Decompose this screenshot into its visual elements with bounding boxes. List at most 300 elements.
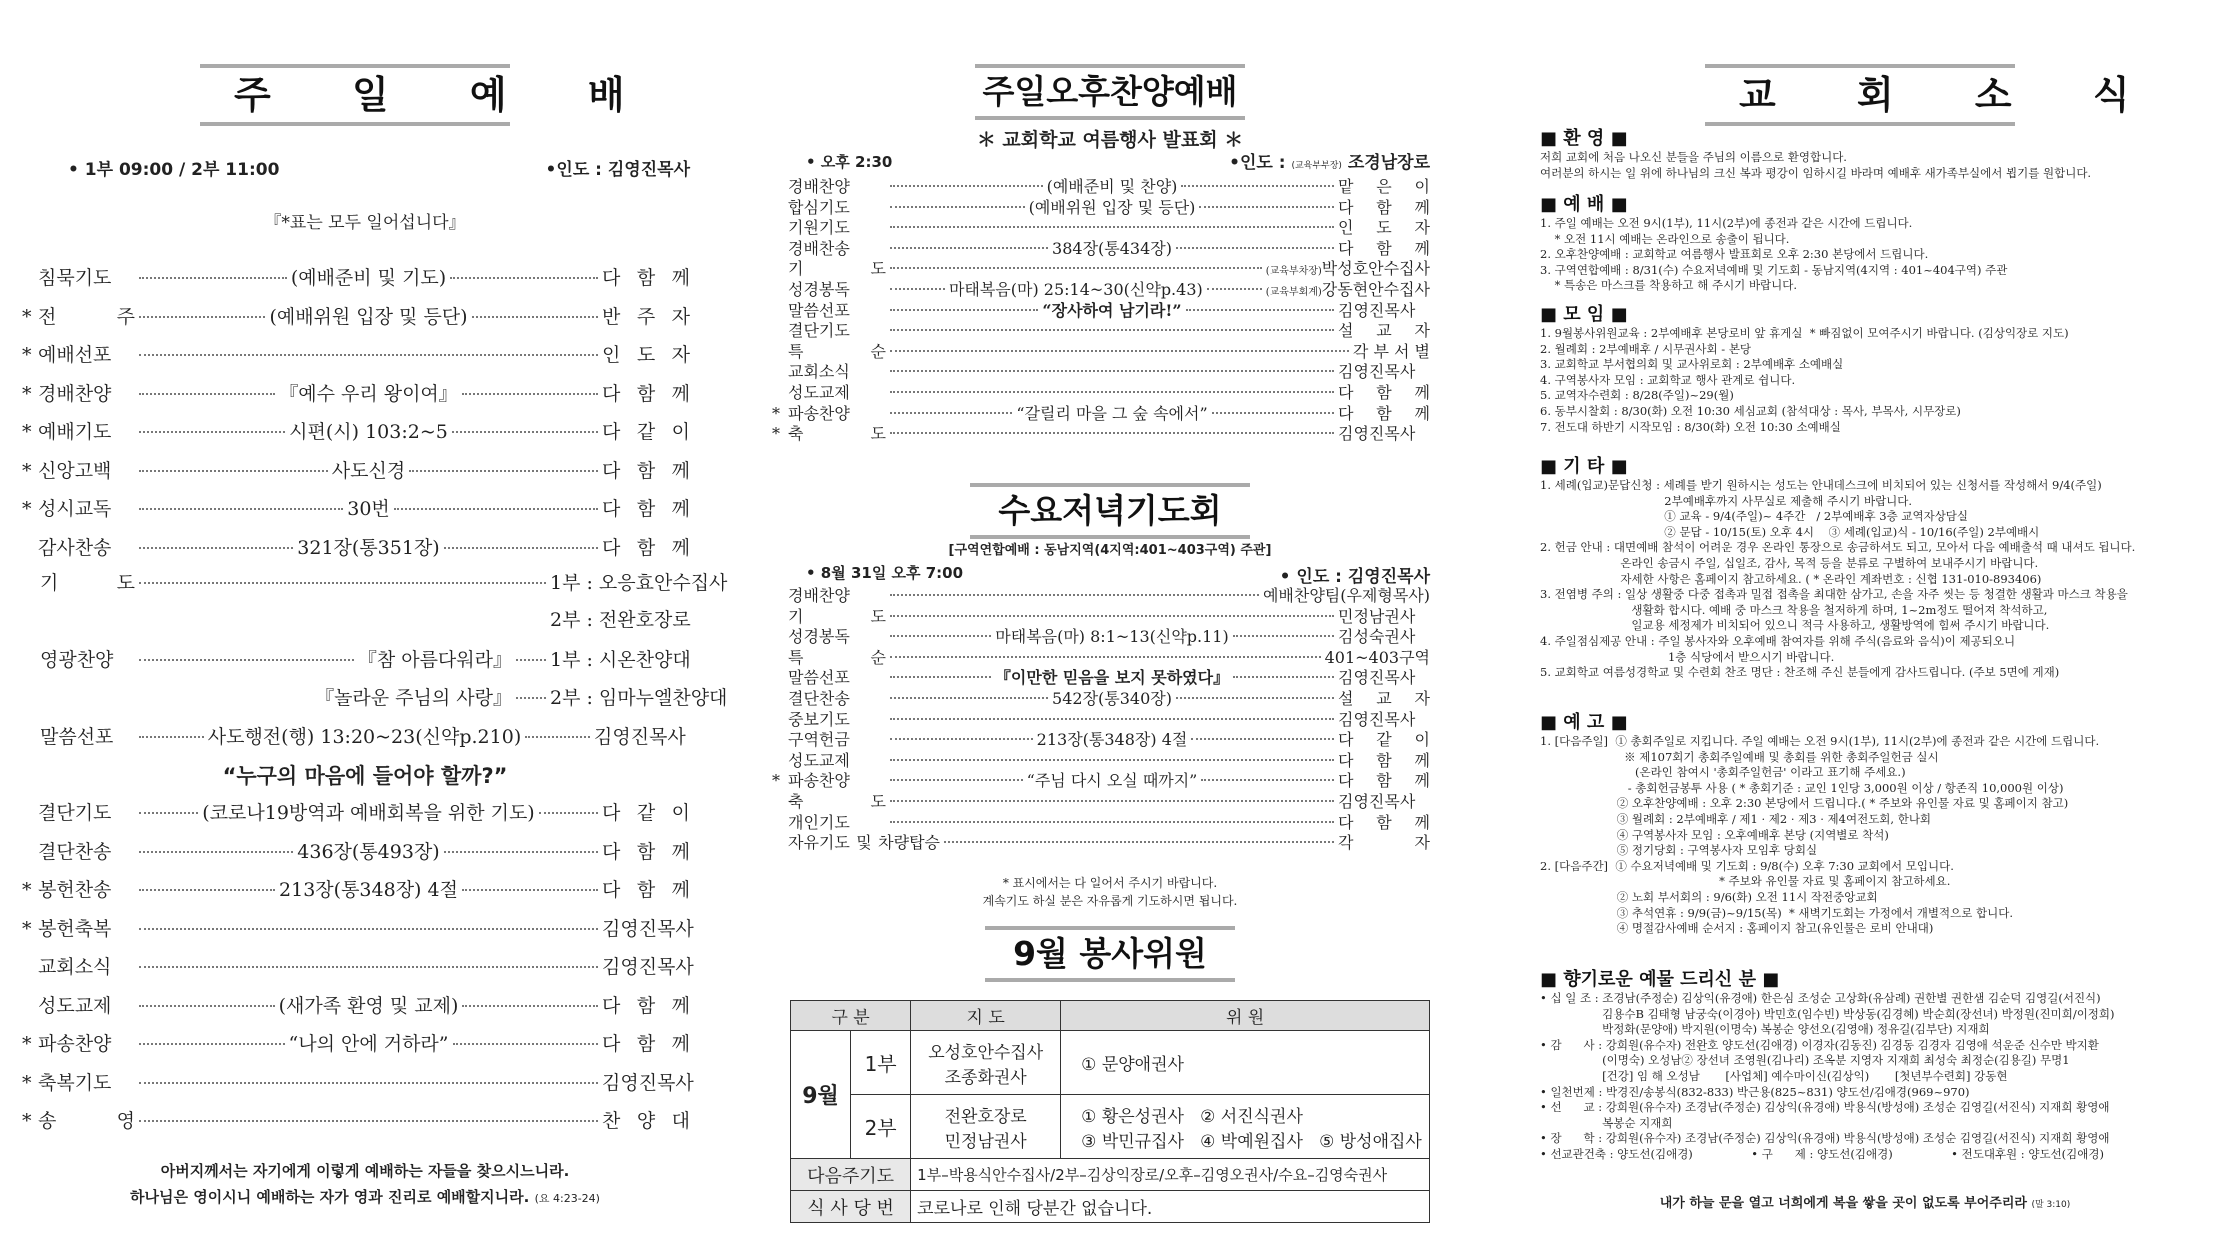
news-line: • 일천번제 : 박경진/송봉식(832-833) 박근용(825~831) 양도선/김애경(969~970) xyxy=(1540,1084,1970,1099)
order-label xyxy=(40,991,135,1018)
news-section-heading: ■ 예 고 ■ xyxy=(1540,712,1628,733)
order-label xyxy=(790,645,886,668)
news-line: 5. 교회학교 여름성경학교 및 수련회 찬조 명단 : 찬조해 주신 분들에게 감사드립니다. (주보 5면에 게재) xyxy=(1540,665,2060,680)
order-label xyxy=(790,318,886,341)
order-label-text: 자유기도 및 차량탑승 xyxy=(788,833,940,853)
news-section-body xyxy=(1540,478,2190,681)
order-row xyxy=(772,768,1431,791)
order-label xyxy=(40,798,135,825)
order-content: “주님 다시 오실 때까지” xyxy=(1026,771,1198,791)
order-row xyxy=(772,421,1430,444)
order-label-text: 경배찬송 xyxy=(788,238,850,258)
dot-leader xyxy=(890,350,1349,352)
order-person: 찬 양 대 xyxy=(602,1110,690,1132)
order-row xyxy=(790,830,1430,851)
dot-leader xyxy=(462,393,598,395)
order-label-text: 신앙고백 xyxy=(38,459,112,482)
order-label-text: 송 영 xyxy=(38,1110,135,1132)
order-person: 다 함 께 xyxy=(1338,238,1430,258)
standing-mark: * xyxy=(772,403,780,423)
sermon-label: 말씀선포 xyxy=(40,726,114,748)
guide-cell xyxy=(911,1095,1061,1159)
dot-leader xyxy=(944,841,1334,843)
order-row xyxy=(38,952,694,990)
order-row xyxy=(790,810,1430,831)
order-label xyxy=(40,533,135,560)
order-row xyxy=(790,298,1430,319)
verse-text-2: 하나님은 영이시니 예배하는 자가 영과 진리로 예배할지니라. xyxy=(130,1188,530,1206)
order-row xyxy=(40,991,690,1029)
sunday-time: • 1부 09:00 / 2부 11:00 xyxy=(68,160,280,180)
news-line: 복봉순 지재희 xyxy=(1540,1115,1673,1130)
standing-mark: * xyxy=(772,771,780,791)
order-content: 사도신경 xyxy=(331,459,406,482)
order-label xyxy=(790,830,940,853)
dot-leader xyxy=(1212,412,1334,414)
order-person: 김영진목사 xyxy=(1338,362,1416,382)
next-prayer-value: 1부–박용식안수집사/2부–김상익장로/오후–김영오권사/수요–김영숙권사 xyxy=(911,1159,1430,1191)
dot-leader xyxy=(462,1005,598,1007)
wednesday-subtitle: [구역연합예배 : 동남지역(4지역:401~403구역) 주관] xyxy=(948,543,1272,558)
order-label-text: 결단기도 xyxy=(788,321,850,341)
order-label xyxy=(22,1106,135,1133)
order-label-text: 성도교제 xyxy=(788,383,850,402)
order-label-text: 예배선포 xyxy=(38,344,112,366)
dot-leader xyxy=(139,966,598,968)
order-label xyxy=(40,263,135,290)
order-label xyxy=(790,339,886,362)
table-header: 위 원 xyxy=(1061,1001,1430,1031)
dot-leader xyxy=(450,277,598,279)
sermon-preacher: 김영진목사 xyxy=(594,726,686,748)
dot-leader xyxy=(1199,206,1334,208)
standing-mark: * xyxy=(22,1033,32,1055)
verse-ref: (요 4:23-24) xyxy=(534,1192,600,1205)
news-line: ② 오후찬양예배 : 오후 2:30 본당에서 드립니다.( * 주보와 유인물 자료 및 홈페이지 참고) xyxy=(1540,796,2069,811)
news-line: 김용수B 김태형 남궁숙(이경아) 박민호(임수빈) 박상동(김경혜) 박순희(장선녀) 박정원(진미희/이정희) xyxy=(1540,1006,2115,1021)
dot-leader xyxy=(890,779,1023,781)
order-person: 강동현안수집사 xyxy=(1321,280,1430,299)
order-row xyxy=(22,1068,694,1106)
news-line: ① 교육 - 9/4(주일)~ 4주간 / 2부예배후 3층 교역자상담실 xyxy=(1540,509,1969,524)
sermon-scripture: 사도행전(행) 13:20~23(신약p.210) xyxy=(207,726,522,748)
order-label xyxy=(772,401,886,424)
wednesday-title: 수요저녁기도회 xyxy=(970,483,1250,539)
order-label-text: 경배찬양 xyxy=(38,382,112,405)
news-line: 여러분의 하시는 일 위에 하나님의 크신 복과 평강이 임하시길 바라며 예배후 새가족부실에서 뵙기를 원합니다. xyxy=(1540,165,2092,180)
guide-name: 민정남권사 xyxy=(944,1131,1027,1152)
dot-leader xyxy=(890,759,1334,761)
dot-leader xyxy=(890,800,1334,802)
news-section-heading: ■ 예 배 ■ xyxy=(1540,194,1628,215)
dot-leader xyxy=(1233,635,1334,637)
verse-line-2 xyxy=(40,1186,690,1207)
volunteers-title: 9월 봉사위원 xyxy=(985,926,1235,982)
afternoon-leader-role: (교육부부장) xyxy=(1291,161,1342,171)
dot-leader xyxy=(539,812,598,814)
news-line: 2부예배후까지 사무실로 제출해 주시기 바랍니다. xyxy=(1540,493,1913,508)
order-person: 다 함 께 xyxy=(602,879,690,901)
afternoon-leader-name: 조경남장로 xyxy=(1347,153,1430,173)
news-line: 1. 세례(입교)문답신청 : 세례를 받기 원하시는 성도는 안내데스크에 비치되어 있는 신청서를 작성해서 9/4(주일) xyxy=(1540,478,2102,492)
order-label-text: 특 순 xyxy=(788,647,886,667)
order-content: (예배준비 및 찬양) xyxy=(1046,177,1178,196)
standing-mark: * xyxy=(772,424,780,444)
dot-leader xyxy=(890,594,1259,596)
order-content: 『이만한 믿음을 보지 못하였다』 xyxy=(994,668,1230,688)
news-line: 2. 월례회 : 2부예배후 / 시무권사회 - 본당 xyxy=(1540,341,1752,356)
order-person: 다 함 께 xyxy=(1338,403,1431,423)
order-person: 박성호안수집사 xyxy=(1321,259,1430,279)
closing-ref: (말 3:10) xyxy=(2031,1200,2071,1210)
order-label xyxy=(22,417,135,444)
order-label xyxy=(790,215,886,238)
news-line: • 선교관건축 : 양도선(김애경) • 구 제 : 양도선(김애경) • 전도대후원 : 양도선(김애경) xyxy=(1540,1146,2104,1161)
order-label xyxy=(22,494,135,521)
order-content: 『예수 우리 왕이여』 xyxy=(279,382,458,405)
order-content: 30번 xyxy=(347,498,390,520)
order-label-text: 성도교제 xyxy=(38,994,112,1017)
dot-leader xyxy=(444,547,598,549)
order-person: 다 함 께 xyxy=(1338,812,1430,832)
order-content: (코로나19방역과 예배회복을 위한 기도) xyxy=(202,802,535,824)
order-label xyxy=(790,707,886,730)
news-line: • 감 사 : 강희원(유수자) 전완호 양도선(김애경) 이경자(김동진) 김경동 김경자 김영애 석운준 신수만 박지환 xyxy=(1540,1037,2099,1052)
order-label xyxy=(40,952,135,979)
order-person: 설 교 자 xyxy=(1338,689,1430,708)
dot-leader xyxy=(472,316,598,318)
part-cell: 1부 xyxy=(851,1031,911,1095)
dot-leader xyxy=(890,391,1334,393)
standing-mark: * xyxy=(22,421,32,443)
dot-leader xyxy=(139,547,293,549)
news-line: 1. [다음주일] ① 총회주일로 지킵니다. 주일 예배는 오전 9시(1부), 11시(2부)에 종전과 같은 시간에 드립니다. xyxy=(1540,734,2100,748)
order-person: 각 부 서 별 xyxy=(1352,341,1430,361)
order-person: 김영진목사 xyxy=(1338,668,1416,688)
volunteers-table xyxy=(790,1000,1430,1223)
dot-leader xyxy=(890,412,1012,414)
guide-name: 전완호장로 xyxy=(944,1106,1027,1127)
news-line: • 장 학 : 강희원(유수자) 조경남(주정순) 김상익(유경애) 박용식(방성애) 조성순 김영길(서진식) 지재희 황영애 xyxy=(1540,1131,2110,1146)
order-label-text: 교회소식 xyxy=(788,362,850,382)
wednesday-leader: • 인도 : 김영진목사 xyxy=(1279,567,1430,587)
order-label-text: 봉헌찬송 xyxy=(38,879,112,901)
dot-leader xyxy=(890,676,991,678)
order-label-text: 결단기도 xyxy=(38,802,112,824)
order-person: 인 도 자 xyxy=(602,344,690,366)
order-content: 384장(통434장) xyxy=(1052,238,1172,258)
order-person: 다 같 이 xyxy=(1338,730,1430,750)
afternoon-title: 주일오후찬양예배 xyxy=(975,64,1245,120)
prayer-label: 기 도 xyxy=(40,572,135,594)
news-line: 일교용 세정제가 비치되어 있으니 적극 사용하고, 생활방역에 힘써 주시기 바랍니다. xyxy=(1540,618,2050,633)
church-news-column xyxy=(1540,0,2190,1240)
order-row xyxy=(790,256,1430,277)
order-row xyxy=(22,456,691,494)
order-label-text: 결단찬송 xyxy=(38,840,112,863)
order-label xyxy=(22,875,135,902)
order-label xyxy=(790,686,886,709)
dot-leader xyxy=(890,697,1048,699)
order-person: 다 같 이 xyxy=(602,802,690,824)
news-line: - 총회헌금봉투 사용 ( * 총회기준 : 교인 1인당 3,000원 이상 / 항존직 10,000원 이상) xyxy=(1540,780,2064,795)
dot-leader xyxy=(139,659,354,661)
order-person: 김성숙권사 xyxy=(1338,627,1416,647)
order-row xyxy=(790,665,1430,686)
order-content: 436장(통493장) xyxy=(297,840,440,863)
order-person: 예배찬양팀(우제형목사) xyxy=(1262,586,1430,605)
order-label-text: 전 주 xyxy=(38,305,135,328)
news-line: [건강] 임 해 오성남 [사업체] 예수마이신(김상익) [첫년부수련회] 강동현 xyxy=(1540,1068,2008,1083)
order-row xyxy=(790,277,1430,298)
dot-leader xyxy=(1201,779,1334,781)
order-label xyxy=(790,789,886,812)
news-line: 2. 오후찬양예배 : 교회학교 여름행사 발표회로 오후 2:30 본당에서 드립니다. xyxy=(1540,247,1929,262)
news-title: 교 회 소 식 xyxy=(1705,64,2015,126)
dot-leader xyxy=(525,736,590,738)
part-cell: 2부 xyxy=(851,1095,911,1159)
dot-leader xyxy=(890,288,945,290)
dot-leader xyxy=(139,470,328,472)
prayer-1: 1부 : 오응효안수집사 xyxy=(550,572,728,594)
order-content: 시편(시) 103:2~5 xyxy=(289,421,448,443)
news-line: ② 문답 - 10/15(토) 오후 4시 ③ 세례(입교)식 - 10/16(주일) 2부예배시 xyxy=(1540,524,2040,539)
order-row xyxy=(790,624,1430,645)
order-person: 각 자 xyxy=(1338,833,1430,853)
news-line: ※ 제107회기 총회주일예배 및 총회를 위한 총회주일헌금 실시 xyxy=(1540,749,1939,764)
order-row xyxy=(22,340,690,378)
order-label xyxy=(790,810,886,833)
order-label-text: 축 도 xyxy=(788,792,886,811)
order-row xyxy=(790,236,1430,257)
dot-leader xyxy=(890,185,1043,187)
order-content: “장사하여 남기라!” xyxy=(1042,300,1182,320)
month-cell: 9월 xyxy=(791,1031,851,1159)
order-person: 다 함 께 xyxy=(602,840,691,863)
news-line: 6. 동부시찰회 : 8/30(화) 오전 10:30 세심교회 (참석대상 : 목사, 부목사, 시무장로) xyxy=(1540,403,1961,418)
dot-leader xyxy=(890,370,1334,372)
guide-name: 오성호안수집사 xyxy=(928,1042,1044,1063)
verse-line-1: 아버지께서는 자기에게 이렇게 예배하는 자들을 찾으시느니라. xyxy=(160,1162,570,1180)
dot-leader xyxy=(139,354,598,356)
order-label-text: 말씀선포 xyxy=(788,300,850,320)
wednesday-note-1: * 표시에서는 다 일어서 주시기 바랍니다. xyxy=(1002,876,1218,890)
order-person: 김영진목사 xyxy=(602,917,694,940)
member-line: ① 황은성권사 ② 서진식권사 xyxy=(1081,1106,1303,1127)
order-row xyxy=(40,798,690,836)
dot-leader xyxy=(890,738,1033,740)
order-person: 맡 은 이 xyxy=(1338,177,1431,196)
order-label xyxy=(790,256,886,279)
glory-2-song: 『놀라운 주님의 사랑』 xyxy=(315,687,512,709)
sermon-title: “누구의 마음에 들어야 할까?” xyxy=(222,764,508,788)
dot-leader xyxy=(139,1082,598,1084)
dot-leader xyxy=(1207,288,1262,290)
order-person: 반 주 자 xyxy=(602,305,691,328)
order-person: 김영진목사 xyxy=(1338,792,1416,811)
order-content: “나의 안에 거하라” xyxy=(288,1033,449,1055)
order-person: 설 교 자 xyxy=(1338,321,1430,341)
news-line: • 십 일 조 : 조경남(주정순) 김상익(유경애) 한은심 조성순 고상화(유삼례) 권한별 권한샘 김순덕 김영길(서진식) xyxy=(1540,991,2101,1005)
dot-leader xyxy=(139,736,204,738)
prayer-2: 2부 : 전완호장로 xyxy=(550,609,691,631)
order-label xyxy=(790,195,886,218)
order-person: 김영진목사 xyxy=(1338,300,1416,320)
order-label xyxy=(790,624,886,647)
guide-name: 조종화권사 xyxy=(944,1067,1027,1088)
prayer-row-2 xyxy=(40,605,690,643)
order-person: 김영진목사 xyxy=(1338,424,1416,444)
next-prayer-label: 다음주기도 xyxy=(791,1159,911,1191)
order-person: 다 함 께 xyxy=(602,536,691,559)
wednesday-note-2: 계속기도 하실 분은 자유롭게 기도하시면 됩니다. xyxy=(982,894,1238,908)
standing-mark: * xyxy=(22,1110,32,1132)
order-label-text: 봉헌축복 xyxy=(38,917,112,940)
order-row xyxy=(22,1106,690,1144)
dot-leader xyxy=(890,329,1334,331)
order-label xyxy=(790,604,886,627)
prayer-row xyxy=(40,568,728,606)
news-line: 3. 구역연합예배 : 8/31(수) 수요저녁예배 및 기도회 - 동남지역(4지역 : 401~404구역) 주관 xyxy=(1540,262,2008,277)
news-line: 자세한 사항은 홈페이지 참고하세요. ( * 온라인 계좌번호 : 신협 131-010-893406) xyxy=(1540,571,2042,586)
dot-leader xyxy=(139,316,265,318)
order-row xyxy=(22,875,690,913)
news-section-heading: ■ 모 임 ■ xyxy=(1540,304,1628,325)
order-label xyxy=(22,379,135,406)
order-label xyxy=(22,914,135,941)
order-person: 다 같 이 xyxy=(602,421,691,443)
order-label-text: 기 도 xyxy=(788,259,886,279)
order-label xyxy=(772,768,886,791)
dot-leader xyxy=(516,697,546,699)
order-row xyxy=(22,914,694,952)
afternoon-subtitle: ＊ 교회학교 여름행사 발표회 ＊ xyxy=(976,129,1244,151)
order-row xyxy=(790,686,1430,707)
order-label xyxy=(22,1068,135,1095)
news-line: * 특송은 마스크를 착용하고 해 주시기 바랍니다. xyxy=(1540,278,1798,293)
news-section-body xyxy=(1540,734,2190,937)
order-label-text: 축복기도 xyxy=(38,1071,112,1094)
order-row xyxy=(22,379,690,417)
standing-mark: * xyxy=(22,1071,32,1094)
dot-leader xyxy=(409,470,598,472)
dot-leader xyxy=(516,659,546,661)
dot-leader xyxy=(139,812,198,814)
order-label-text: 감사찬송 xyxy=(38,536,112,559)
news-line: ④ 명절감사예배 순서지 : 홈페이지 참고(유인물은 로비 안내대) xyxy=(1540,921,1934,936)
wednesday-time: • 8월 31일 오후 7:00 xyxy=(806,564,964,582)
order-role: (교육부차장) xyxy=(1265,266,1322,278)
news-line: 5. 교역자수련회 : 8/28(주일)~29(월) xyxy=(1540,388,1734,403)
dot-leader xyxy=(1233,676,1334,678)
news-line: • 선 교 : 강희원(유수자) 조경남(주정순) 김상익(유경애) 박용식(방성애) 조성순 김영길(서진식) 지재희 황영애 xyxy=(1540,1100,2110,1115)
news-section-heading: ■ 환 영 ■ xyxy=(1540,128,1628,149)
standing-mark: * xyxy=(22,498,32,520)
order-row xyxy=(790,707,1430,728)
news-line: 1층 식당에서 받으시기 바랍니다. xyxy=(1540,649,1835,664)
order-content: (새가족 환영 및 교제) xyxy=(278,994,459,1017)
dot-leader xyxy=(890,821,1334,823)
order-person: 다 함 께 xyxy=(602,459,691,482)
standing-mark: * xyxy=(22,879,32,901)
order-person: 인 도 자 xyxy=(1338,218,1430,238)
standing-mark: * xyxy=(22,459,32,482)
news-line: (온라인 참여시 '총회주일헌금' 이라고 표기해 주세요.) xyxy=(1540,765,1906,780)
table-header: 구 분 xyxy=(791,1001,911,1031)
standing-mark: * xyxy=(22,344,32,366)
order-content: (예배위원 입장 및 등단) xyxy=(269,305,468,328)
glory-row xyxy=(40,645,690,683)
order-row xyxy=(790,604,1430,625)
order-row xyxy=(772,401,1431,423)
order-label xyxy=(790,174,886,197)
order-label xyxy=(790,665,886,688)
table-header: 지 도 xyxy=(911,1001,1061,1031)
dot-leader xyxy=(139,851,293,853)
order-content: 마태복음(마) 25:14~30(신약p.43) xyxy=(948,280,1203,299)
order-label-text: 중보기도 xyxy=(788,709,850,729)
glory-1-right: 1부 : 시온찬양대 xyxy=(550,649,691,671)
order-label-text: 특 순 xyxy=(788,341,886,361)
order-label xyxy=(790,748,886,771)
order-person: 다 함 께 xyxy=(602,1033,691,1055)
news-line: (이명숙) 오성남② 장선녀 조영원(김나리) 조옥분 지영자 지재희 최성숙 최정순(김용길) 무명1 xyxy=(1540,1053,2070,1068)
news-line: ③ 월례회 : 2부예배후 / 제1 · 제2 · 제3 · 제4여전도회, 한나회 xyxy=(1540,811,1932,826)
afternoon-leader xyxy=(1229,148,1430,173)
dot-leader xyxy=(139,1043,285,1045)
news-section-heading: ■ 기 타 ■ xyxy=(1540,456,1628,477)
glory-2-right: 2부 : 임마누엘찬양대 xyxy=(550,687,728,709)
order-person: 민정남권사 xyxy=(1338,606,1416,626)
news-line: ④ 구역봉사자 모임 : 오후예배후 본당 (지역별로 착석) xyxy=(1540,827,1889,842)
dot-leader xyxy=(139,508,343,510)
news-section-body xyxy=(1540,991,2190,1163)
meal-label: 식 사 당 번 xyxy=(791,1191,911,1223)
order-content: 213장(통348장) 4절 xyxy=(1036,730,1188,750)
order-person: 김영진목사 xyxy=(602,1071,694,1094)
glory-1-song: 『참 아름다워라』 xyxy=(357,649,512,671)
sermon-row xyxy=(40,722,690,760)
standing-mark: * xyxy=(22,382,32,405)
order-role: (교육부회계) xyxy=(1265,287,1322,298)
order-content: “갈릴리 마을 그 숲 속에서” xyxy=(1016,403,1208,423)
meal-value: 코로나로 인해 당분간 없습니다. xyxy=(911,1191,1430,1223)
order-label-text: 예배기도 xyxy=(38,421,112,443)
order-label-text: 결단찬송 xyxy=(788,689,850,708)
news-line: ⑤ 정기당회 : 구역봉사자 모임후 당회실 xyxy=(1540,843,1818,858)
order-label-text: 기 도 xyxy=(788,606,886,626)
order-label-text: 경배찬양 xyxy=(788,586,850,605)
standing-notice: 『*표는 모두 일어섭니다』 xyxy=(264,213,466,233)
order-row xyxy=(790,195,1430,216)
dot-leader xyxy=(1186,309,1334,311)
glory-label: 영광찬양 xyxy=(40,649,114,671)
closing-verse-line xyxy=(1540,1192,2190,1211)
guide-cell xyxy=(911,1031,1061,1095)
order-row xyxy=(790,359,1430,380)
dot-leader xyxy=(890,718,1334,720)
order-row xyxy=(790,380,1430,401)
order-row xyxy=(790,318,1430,339)
dot-leader xyxy=(890,635,991,637)
order-label xyxy=(790,298,886,321)
order-person: 다 함 께 xyxy=(1338,383,1430,402)
member-cell: ① 문양애권사 xyxy=(1061,1031,1430,1095)
news-line: 4. 주일점심제공 안내 : 주일 봉사자와 오후예배 참여자를 위해 주식(음료와 음식)이 제공되오니 xyxy=(1540,633,2016,648)
order-content: (예배준비 및 기도) xyxy=(290,267,447,289)
dot-leader xyxy=(1176,697,1334,699)
order-label xyxy=(790,277,886,300)
